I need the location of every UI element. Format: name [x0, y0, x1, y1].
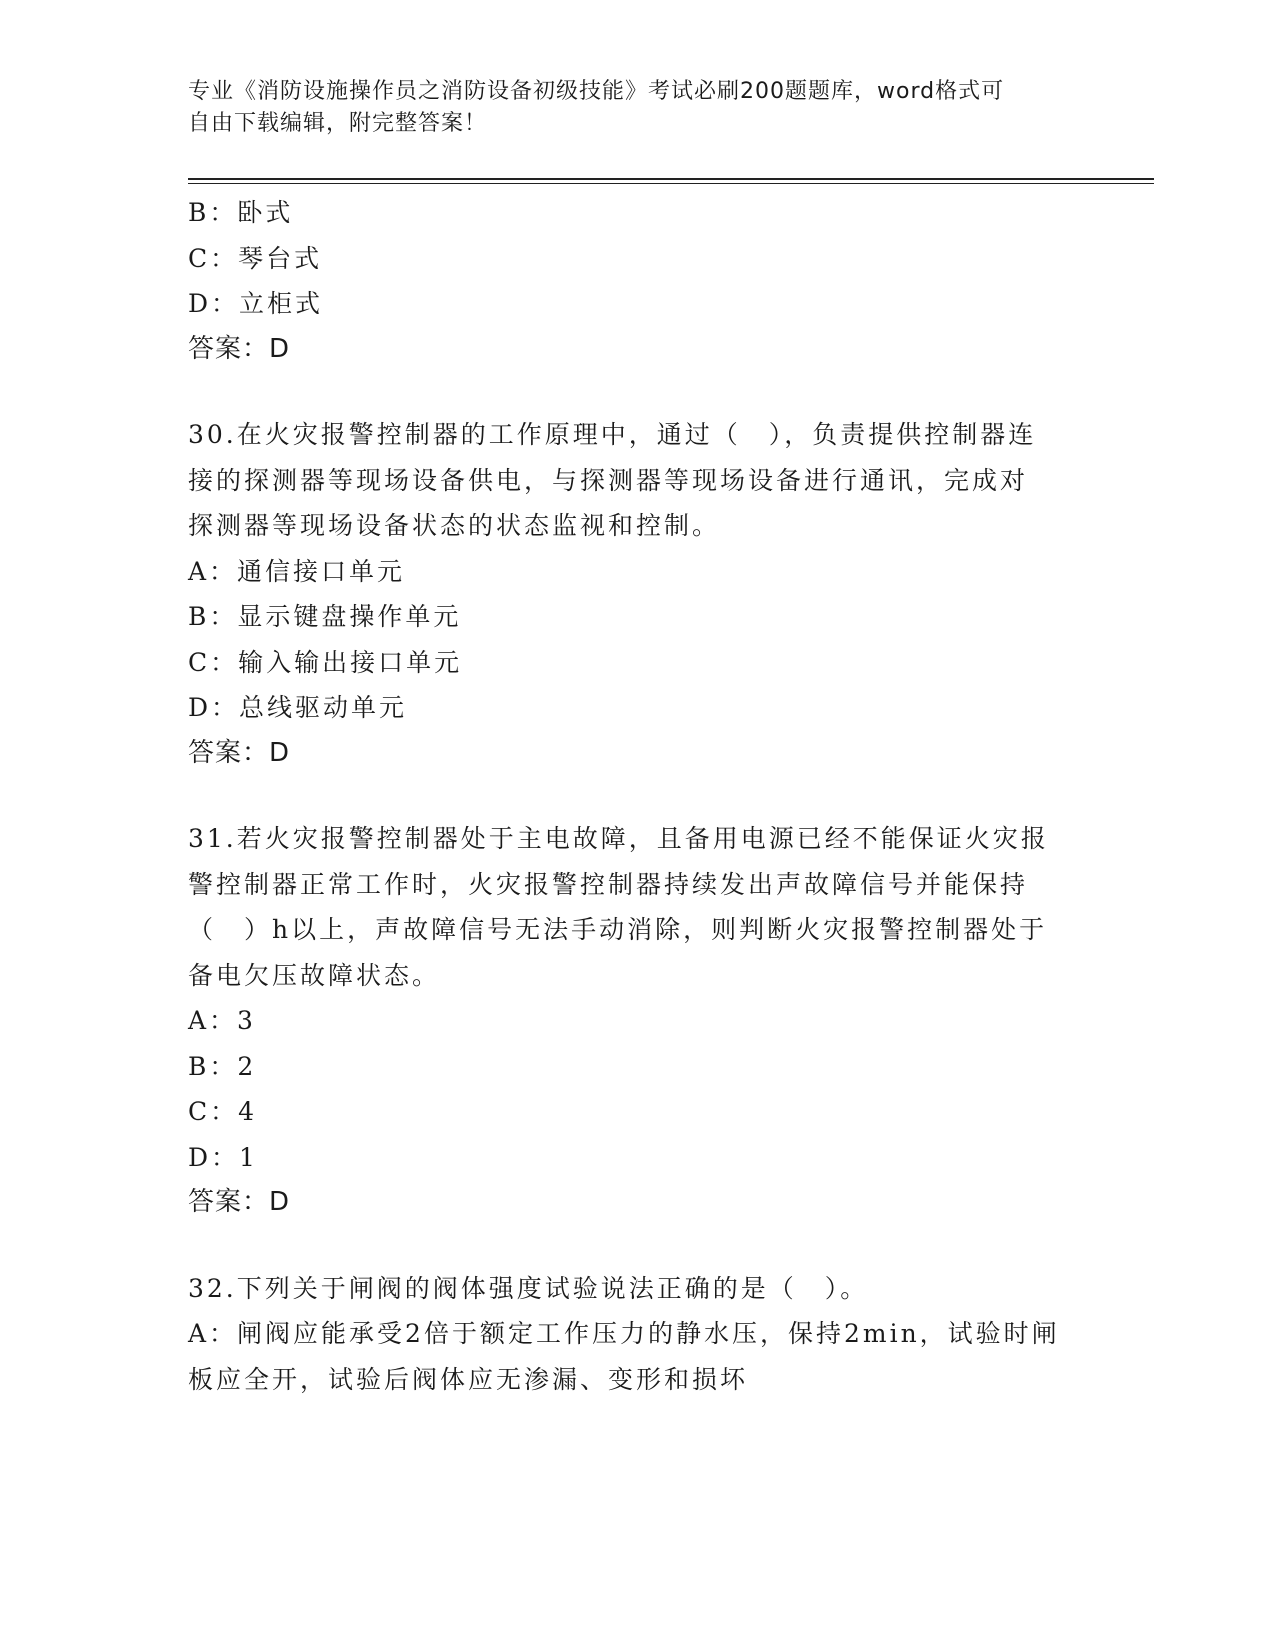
answer-label: 答案：D — [188, 1187, 291, 1217]
option-d: D：总线驱动单元 — [188, 693, 408, 722]
question-stem-line: 探测器等现场设备状态的状态监视和控制。 — [188, 511, 721, 540]
header-divider-thin — [188, 183, 1154, 184]
option-c: C：4 — [188, 1097, 258, 1126]
option-a-continued: 板应全开，试验后阀体应无渗漏、变形和损坏 — [188, 1364, 749, 1394]
header-title-line-1: 专业《消防设施操作员之消防设备初级技能》考试必刷200题题库，word格式可 — [188, 79, 1005, 104]
header-title-line-2: 自由下载编辑，附完整答案！ — [188, 111, 488, 136]
answer-label: 答案：D — [188, 737, 291, 768]
question-list — [188, 190, 1088, 1402]
document-header — [188, 76, 1088, 140]
question-stem-line: 31.若火灾报警控制器处于主电故障，且备用电源已经不能保证火灾报 — [188, 824, 1049, 853]
option-b: B：显示键盘操作单元 — [188, 602, 462, 631]
question-32 — [188, 1266, 1088, 1403]
answer-label: 答案：D — [188, 333, 291, 364]
question-spacer — [188, 1226, 1088, 1266]
option-d: D：1 — [188, 1142, 258, 1172]
option-b: B：2 — [188, 1051, 257, 1081]
option-c: C：琴台式 — [188, 243, 323, 273]
question-30 — [188, 412, 1088, 776]
question-spacer — [188, 372, 1088, 412]
question-stem-line: 警控制器正常工作时，火灾报警控制器持续发出声故障信号并能保持 — [188, 869, 1029, 899]
question-29-tail — [188, 190, 1088, 372]
question-stem-line: 32.下列关于闸阀的阀体强度试验说法正确的是（ ）。 — [188, 1273, 869, 1303]
option-d: D：立柜式 — [188, 289, 324, 318]
option-a: A：闸阀应能承受2倍于额定工作压力的静水压，保持2min，试验时闸 — [188, 1319, 1060, 1348]
question-stem-line: 备电欠压故障状态。 — [188, 960, 441, 990]
question-31 — [188, 816, 1088, 1226]
option-a: A：通信接口单元 — [188, 556, 406, 586]
question-stem-line: 30.在火灾报警控制器的工作原理中，通过（ ），负责提供控制器连 — [188, 420, 1037, 449]
question-stem-line: 接的探测器等现场设备供电，与探测器等现场设备进行通讯，完成对 — [188, 465, 1029, 495]
option-c: C：输入输出接口单元 — [188, 647, 463, 677]
question-spacer — [188, 776, 1088, 816]
header-divider-thick — [188, 178, 1154, 180]
option-a: A：3 — [188, 1006, 256, 1035]
option-b: B：卧式 — [188, 198, 294, 227]
question-stem-line: （ ）h以上，声故障信号无法手动消除，则判断火灾报警控制器处于 — [188, 915, 1048, 944]
